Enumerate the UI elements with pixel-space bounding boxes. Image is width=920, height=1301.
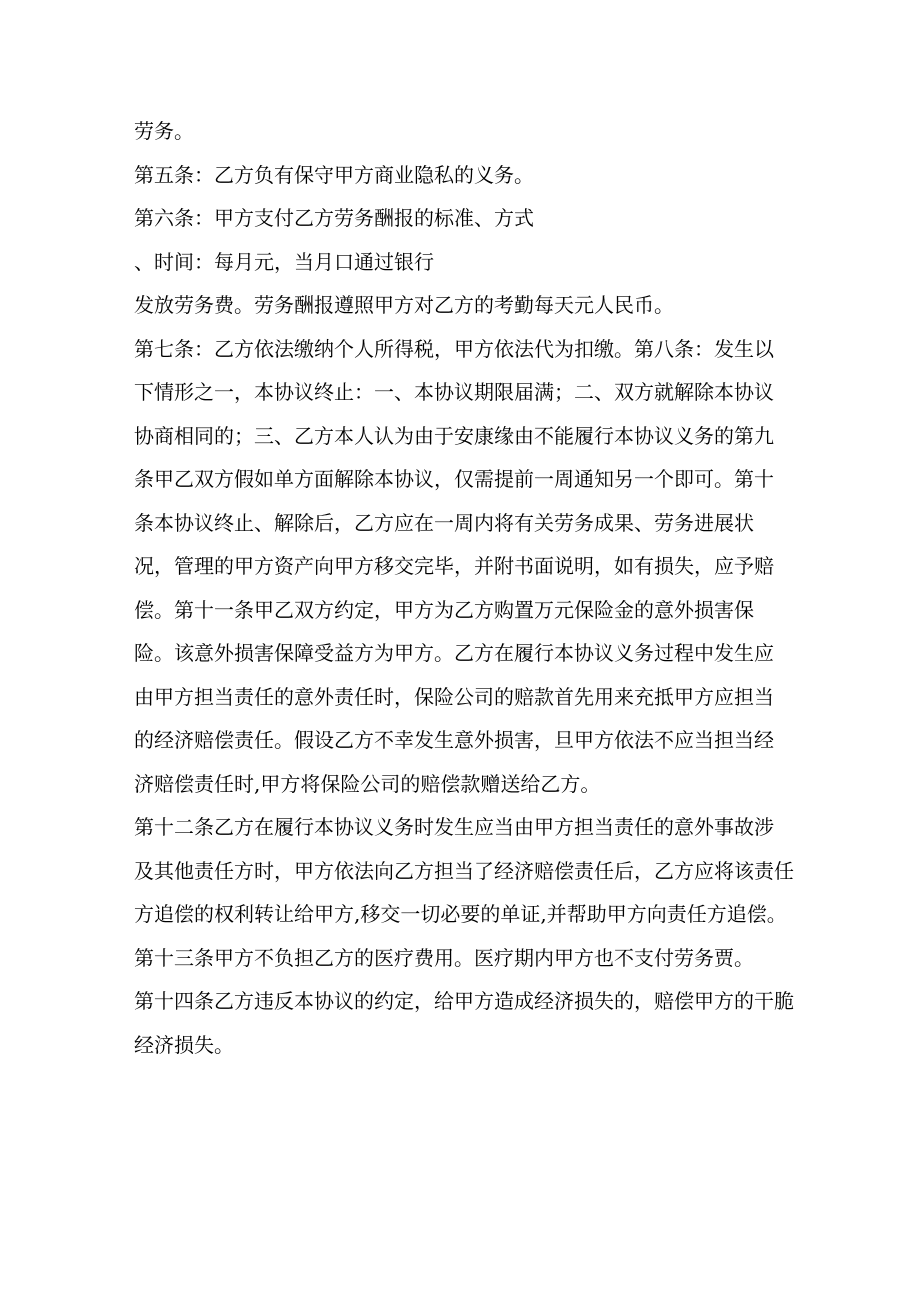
text-line: 、时间：每月元，当月口通过银行 <box>134 249 434 274</box>
contract-text <box>134 110 794 1067</box>
text-line: 况，管理的甲方资产向甲方移交完毕，并附书面说明，如有损失，应予赔 <box>134 554 774 578</box>
text-line: 险。该意外损害保障受益方为甲方。乙方在履行本协议义务过程中发生应 <box>134 641 774 665</box>
text-line: 济赔偿责任时,甲方将保险公司的赔偿款赠送给乙方。 <box>134 771 601 796</box>
text-line: 的经济赔偿责任。假设乙方不幸发生意外损害，旦甲方依法不应当担当经 <box>134 728 774 752</box>
text-line: 第五条：乙方负有保守甲方商业隐私的义务。 <box>134 162 534 187</box>
text-line: 第六条：甲方支付乙方劳务酬报的标准、方式 <box>134 206 534 230</box>
text-line: 发放劳务费。劳务酬报遵照甲方对乙方的考勤每天元人民币。 <box>134 293 674 317</box>
text-line: 由甲方担当责任的意外责任时，保险公司的赔款首先用来充抵甲方应担当 <box>134 684 774 709</box>
text-line: 第十四条乙方违反本协议的约定，给甲方造成经济损失的，赔偿甲方的干脆 <box>134 989 794 1013</box>
text-line: 及其他责任方时，甲方依法向乙方担当了经济赔偿责任后，乙方应将该责任 <box>134 858 794 883</box>
text-line: 经济损失。 <box>134 1032 234 1057</box>
text-line: 劳务。 <box>134 119 194 143</box>
text-line: 方追偿的权利转让给甲方,移交一切必要的单证,并帮助甲方向责任方追偿。 <box>134 902 787 926</box>
text-line: 下情形之一，本协议终止：一、本协议期限届满；二、双方就解除本协议 <box>134 380 774 404</box>
text-line: 第七条：乙方依法缴纳个人所得税，甲方依法代为扣缴。第八条：发生以 <box>134 336 774 361</box>
text-line: 第十三条甲方不负担乙方的医疗费用。医疗期内甲方也不支付劳务贾。 <box>134 945 754 970</box>
text-line: 条本协议终止、解除后，乙方应在一周内将有关劳务成果、劳务进展状 <box>134 510 754 535</box>
text-line: 协商相同的；三、乙方本人认为由于安康缘由不能履行本协议义务的第九 <box>134 423 774 448</box>
text-line: 条甲乙双方假如单方面解除本协议，仅需提前一周通知另一个即可。第十 <box>134 467 774 491</box>
text-line: 第十二条乙方在履行本协议义务时发生应当由甲方担当责任的意外事故涉 <box>134 815 774 839</box>
text-line: 偿。第十一条甲乙双方约定，甲方为乙方购置万元保险金的意外损害保 <box>134 597 754 622</box>
